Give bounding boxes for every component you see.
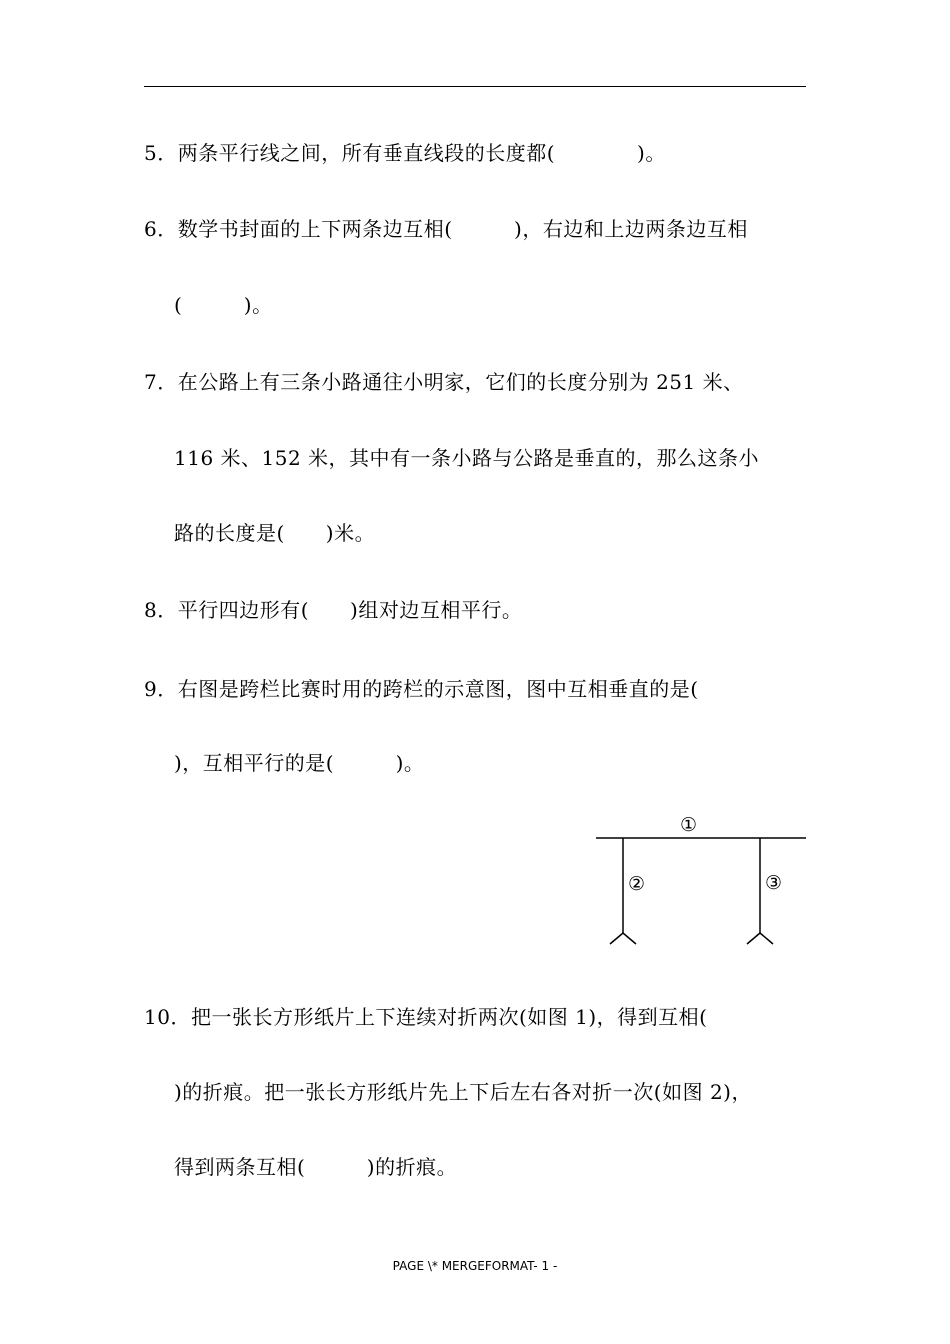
question-7-line-3: 路的长度是( )米。 (174, 521, 376, 545)
question-7-line-1: 7．在公路上有三条小路通往小明家，它们的长度分别为 251 米、 (144, 370, 744, 394)
label-right-post: ③ (765, 872, 783, 894)
question-8: 8．平行四边形有( )组对边互相平行。 (144, 598, 523, 622)
question-6-line-2: ( )。 (174, 293, 273, 317)
question-6-line-1: 6．数学书封面的上下两条边互相( )，右边和上边两条边互相 (144, 217, 748, 241)
question-7-line-2: 116 米、152 米，其中有一条小路与公路是垂直的，那么这条小 (174, 446, 760, 470)
header-rule (144, 86, 806, 87)
question-10-line-3: 得到两条互相( )的折痕。 (174, 1155, 458, 1179)
hurdle-right-foot (747, 933, 773, 944)
hurdle-diagram (594, 810, 810, 950)
question-5: 5．两条平行线之间，所有垂直线段的长度都( )。 (144, 141, 666, 165)
label-left-post: ② (628, 873, 646, 895)
question-10-line-2: )的折痕。把一张长方形纸片先上下后左右各对折一次(如图 2)， (174, 1080, 752, 1104)
question-10-line-1: 10．把一张长方形纸片上下连续对折两次(如图 1)，得到互相( (144, 1005, 708, 1029)
label-top-bar: ① (680, 814, 698, 836)
hurdle-left-foot (610, 933, 636, 944)
question-9-line-2: )，互相平行的是( )。 (174, 751, 425, 775)
page-footer: PAGE \* MERGEFORMAT- 1 - (392, 1259, 558, 1273)
question-9-line-1: 9．右图是跨栏比赛时用的跨栏的示意图，图中互相垂直的是( (144, 677, 699, 701)
